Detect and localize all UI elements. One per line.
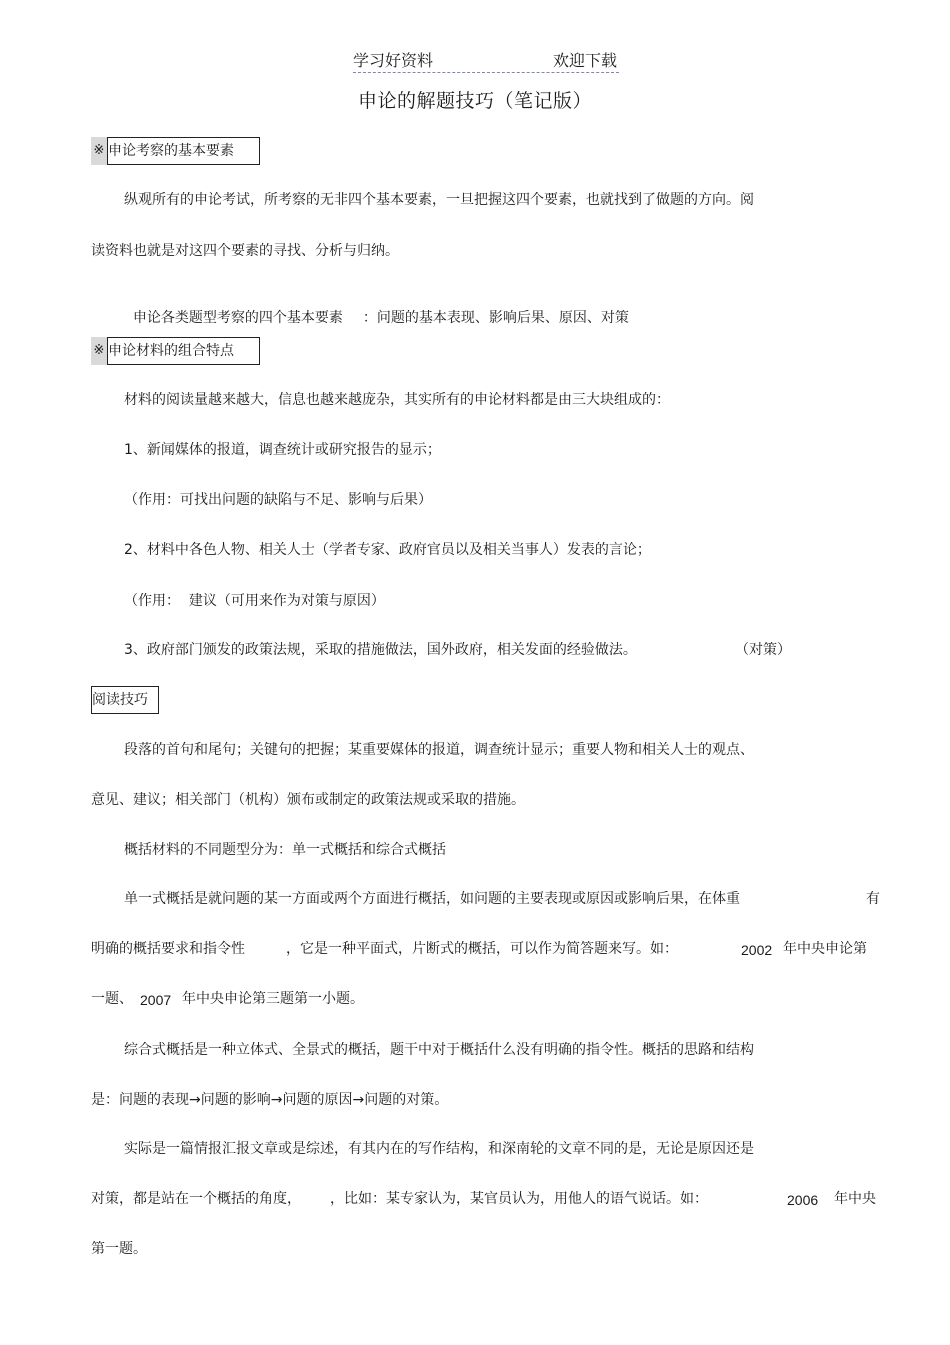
list-note: （作用： 建议（可用来作为对策与原因） — [124, 593, 385, 609]
list-item: 3、政府部门颁发的政策法规，采取的措施做法，国外政府，相关发面的经验做法。 — [124, 642, 637, 658]
paragraph-line: 是：问题的表现→问题的影响→问题的原因→问题的对策。 — [91, 1092, 449, 1108]
text-segment: 年中央 — [834, 1191, 876, 1207]
paragraph-line: 纵观所有的申论考试，所考察的无非四个基本要素，一旦把握这四个要素，也就找到了做题的方向。阅 — [124, 192, 754, 208]
header-left-text: 学习好资料 — [353, 51, 434, 70]
paragraph-line — [124, 291, 629, 327]
text-segment: 年中央申论第三题第一小题。 — [182, 991, 364, 1007]
section-heading-reading-skills — [91, 686, 161, 714]
section-label: 阅读技巧 — [91, 686, 159, 714]
section-heading-material-features — [91, 337, 261, 365]
text-segment: ，比如：某专家认为，某官员认为，用他人的语气说话。如： — [330, 1191, 708, 1207]
paragraph-line: 段落的首句和尾句；关键句的把握；某重要媒体的报道，调查统计显示；重要人物和相关人士的观点、 — [124, 742, 754, 758]
paragraph-line: 单一式概括是就问题的某一方面或两个方面进行概括，如问题的主要表现或原因或影响后果，在体重 — [124, 891, 740, 907]
paragraph-line: 第一题。 — [91, 1241, 147, 1257]
year-number: 2006 — [787, 1192, 819, 1208]
page-header — [353, 48, 619, 73]
paragraph-line: 一题、 — [91, 991, 133, 1007]
paragraph-line: 实际是一篇情报汇报文章或是综述，有其内在的写作结构，和深南轮的文章不同的是，无论是原因还是 — [124, 1141, 754, 1157]
text-segment: ：问题的基本表现、影响后果、原因、对策 — [362, 310, 629, 326]
paragraph-line: 意见、建议；相关部门（机构）颁布或制定的政策法规或采取的措施。 — [91, 792, 525, 808]
reference-mark: ※ — [91, 337, 107, 365]
paragraph-line: 概括材料的不同题型分为：单一式概括和综合式概括 — [124, 842, 446, 858]
paragraph-line: 材料的阅读量越来越大，信息也越来越庞杂，其实所有的申论材料都是由三大块组成的： — [124, 392, 670, 408]
text-segment: 年中央申论第 — [783, 941, 867, 957]
list-note: （作用：可找出问题的缺陷与不足、影响与后果） — [124, 492, 432, 508]
section-label: 申论考察的基本要素 — [107, 137, 260, 165]
paragraph-line: 明确的概括要求和指令性 — [91, 941, 245, 957]
text-segment: ，它是一种平面式，片断式的概括，可以作为简答题来写。如： — [286, 941, 678, 957]
list-note: （对策） — [735, 642, 791, 658]
paragraph-line: 读资料也就是对这四个要素的寻找、分析与归纳。 — [91, 243, 399, 259]
document-title: 申论的解题技巧（笔记版） — [357, 90, 592, 112]
year-number: 2002 — [741, 942, 773, 958]
list-item: 2、材料中各色人物、相关人士（学者专家、政府官员以及相关当事人）发表的言论； — [124, 542, 651, 558]
list-item: 1、新闻媒体的报道，调查统计或研究报告的显示； — [124, 442, 441, 458]
paragraph-line: 对策，都是站在一个概括的角度， — [91, 1191, 301, 1207]
reference-mark: ※ — [91, 137, 107, 165]
section-heading-basic-elements — [91, 137, 261, 165]
section-label: 申论材料的组合特点 — [107, 337, 260, 365]
header-right-text: 欢迎下载 — [552, 51, 617, 70]
year-number: 2007 — [140, 992, 172, 1008]
paragraph-line: 综合式概括是一种立体式、全景式的概括，题干中对于概括什么没有明确的指令性。概括的思路和结构 — [124, 1042, 754, 1058]
text-segment: 申论各类题型考察的四个基本要素 — [132, 310, 343, 326]
text-segment: 有 — [866, 891, 880, 907]
